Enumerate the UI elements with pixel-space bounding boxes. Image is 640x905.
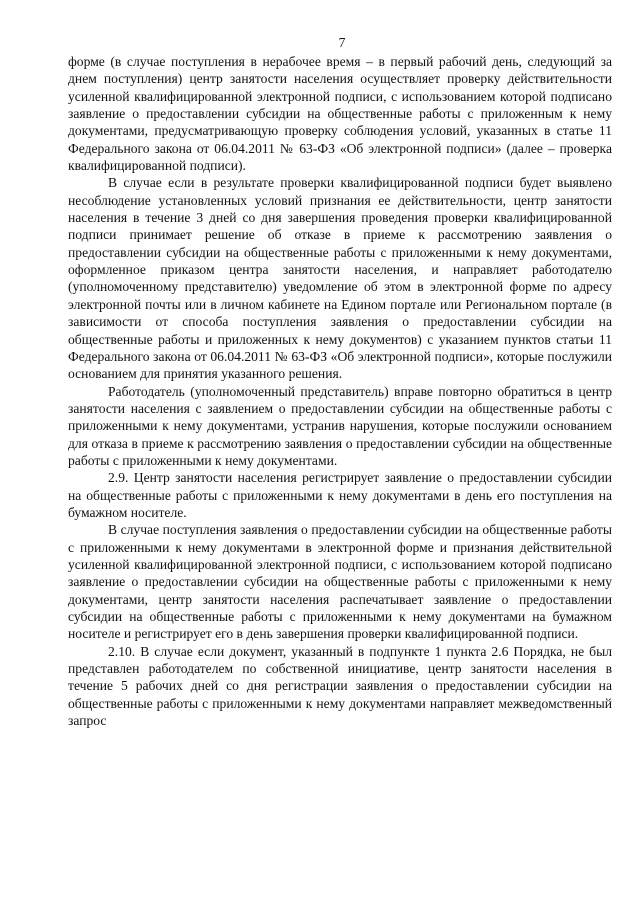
paragraph: В случае поступления заявления о предоставлении субсидии на общественные работы с приложенными к нему документами в электронной форме и признания действительной усиленной квалифицированной электронной подписи, с использованием которой подписано заявление о предоставлении субсидии на общественные работы с приложенными к нему документами, центр занятости населения распечатывает заявление о предоставлении субсидии на общественные работы с приложенными к нему документами на бумажном носителе и регистрирует его в день завершения проверки квалифицированной подписи. [68,522,612,642]
paragraph: В случае если в результате проверки квалифицированной подписи будет выявлено несоблюдение установленных условий признания ее действительности, центр занятости населения в течение 3 дней со дня завершения проведения проверки квалифицированной подписи принимает решение об отказе в приеме к рассмотрению заявления о предоставлении субсидии на общественные работы с приложенными к нему документами, оформленное приказом центра занятости населения, и направляет работодателю (уполномоченному представителю) уведомление об этом в электронной форме по адресу электронной почты или в личном кабинете на Едином портале или Региональном портале (в зависимости от способа поступления заявления о предоставлении субсидии на общественные работы и приложенных к нему документов) с указанием пунктов статьи 11 Федерального закона от 06.04.2011 № 63-ФЗ «Об электронной подписи», которые послужили основанием для принятия указанного решения. [68,175,612,382]
paragraph: Работодатель (уполномоченный представитель) вправе повторно обратиться в центр занятости населения с заявлением о предоставлении субсидии на общественные работы с приложенными к нему документами, устранив нарушения, которые послужили основанием для отказа в приеме к рассмотрению заявления о предоставлении субсидии на общественные работы с приложенными к нему документами. [68,383,612,468]
paragraph: 2.9. Центр занятости населения регистрирует заявление о предоставлении субсидии на общественные работы с приложенными к нему документами в день его поступления на бумажном носителе. [68,470,612,520]
paragraph: форме (в случае поступления в нерабочее время – в первый рабочий день, следующий за днем поступления) центр занятости населения осуществляет проверку действительности усиленной квалифицированной электронной подписи, с использованием которой подписано заявление о предоставлении субсидии на общественные работы с приложенным к нему документами, предусматривающую проверку соблюдения условий, указанных в статье 11 Федерального закона от 06.04.2011 № 63-ФЗ «Об электронной подписи» (далее – проверка квалифицированной подписи). [68,54,612,174]
document-body [68,53,612,729]
page-number: 7 [338,35,346,50]
paragraph: 2.10. В случае если документ, указанный в подпункте 1 пункта 2.6 Порядка, не был представлен работодателем по собственной инициативе, центр занятости населения в течение 5 рабочих дней со дня регистрации заявления о предоставлении субсидии на общественные работы с приложенными к нему документами направляет межведомственный запрос [68,643,612,729]
